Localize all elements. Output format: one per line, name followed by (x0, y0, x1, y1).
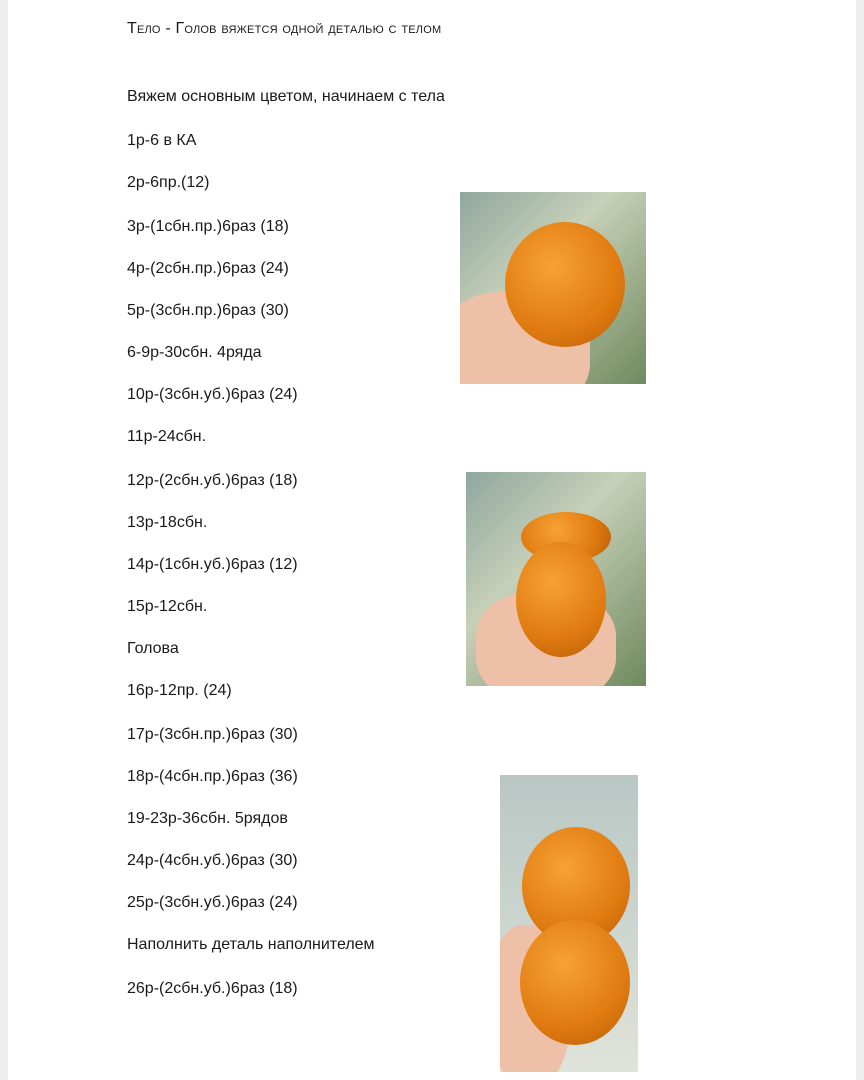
instruction-line: 11р-24сбн. (127, 428, 207, 445)
instruction-line: 13р-18сбн. (127, 514, 208, 531)
instruction-line: 16р-12пр. (24) (127, 682, 232, 699)
instruction-line: 3р-(1сбн.пр.)6раз (18) (127, 218, 289, 235)
instruction-line: 24р-(4сбн.уб.)6раз (30) (127, 852, 298, 869)
instruction-line: 26р-(2сбн.уб.)6раз (18) (127, 980, 298, 997)
instruction-line: Вяжем основным цветом, начинаем с тела (127, 88, 445, 105)
instruction-line: Наполнить деталь наполнителем (127, 936, 375, 953)
photo-body-decreased (466, 472, 646, 686)
instruction-line: 12р-(2сбн.уб.)6раз (18) (127, 472, 298, 489)
instruction-line: 5р-(3сбн.пр.)6раз (30) (127, 302, 289, 319)
instruction-line: 4р-(2сбн.пр.)6раз (24) (127, 260, 289, 277)
instruction-line: 18р-(4сбн.пр.)6раз (36) (127, 768, 298, 785)
instruction-line: 6-9р-30сбн. 4ряда (127, 344, 262, 361)
instruction-line: 2р-6пр.(12) (127, 174, 210, 191)
instruction-line: 19-23р-36сбн. 5рядов (127, 810, 288, 827)
document-page (8, 0, 856, 1080)
section-heading: Голова (127, 640, 179, 657)
instruction-line: 17р-(3сбн.пр.)6раз (30) (127, 726, 298, 743)
instruction-line: 14р-(1сбн.уб.)6раз (12) (127, 556, 298, 573)
instruction-line: 15р-12сбн. (127, 598, 208, 615)
photo-body-and-head (500, 775, 638, 1072)
instruction-line: 1р-6 в КА (127, 132, 197, 149)
photo-body-start (460, 192, 646, 384)
instruction-line: 10р-(3сбн.уб.)6раз (24) (127, 386, 298, 403)
page-title: Тело - Голов вяжется одной деталью с телом (127, 20, 442, 37)
instruction-line: 25р-(3сбн.уб.)6раз (24) (127, 894, 298, 911)
